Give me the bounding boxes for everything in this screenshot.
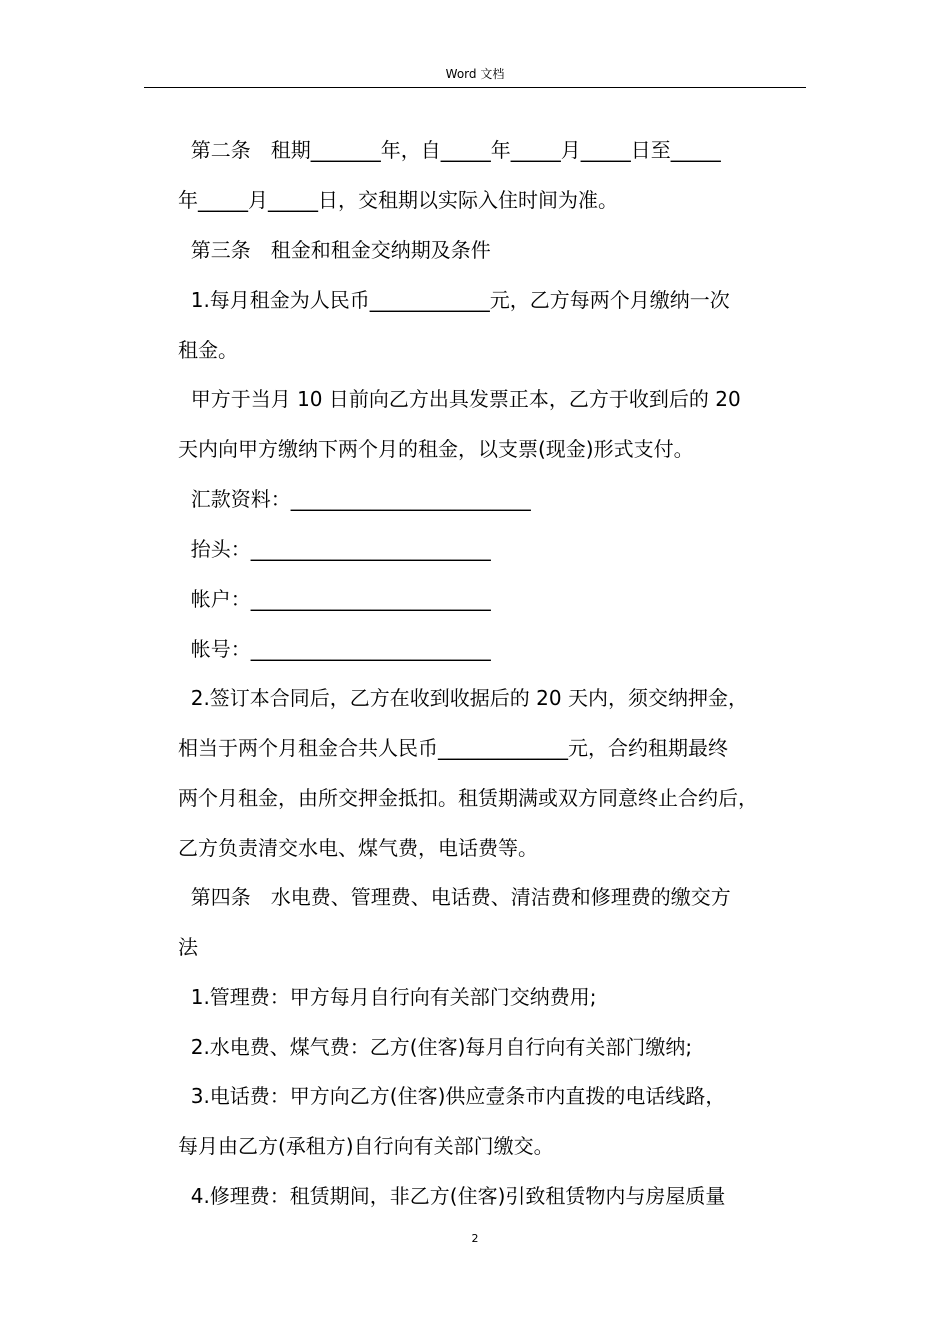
paragraph-line-19: 2.水电费、煤气费：乙方(住客)每月自行向有关部门缴纳; xyxy=(178,1035,693,1059)
paragraph-line-21: 每月由乙方(承租方)自行向有关部门缴交。 xyxy=(178,1134,554,1158)
paragraph-line-04: 1.每月租金为人民币____________元，乙方每两个月缴纳一次 xyxy=(178,288,730,312)
paragraph-line-20: 3.电话费：甲方向乙方(住客)供应壹条市内直拨的电话线路， xyxy=(178,1084,726,1108)
paragraph-line-01: 第二条 租期_______年，自_____年_____月_____日至_____ xyxy=(178,138,721,162)
paragraph-line-18: 1.管理费：甲方每月自行向有关部门交纳费用; xyxy=(178,985,597,1009)
paragraph-line-12: 2.签订本合同后，乙方在收到收据后的 20 天内，须交纳押金， xyxy=(178,686,748,710)
paragraph-line-11: 帐号：________________________ xyxy=(178,637,491,661)
paragraph-line-03: 第三条 租金和租金交纳期及条件 xyxy=(178,238,491,262)
paragraph-line-17: 法 xyxy=(178,935,198,959)
page-header: Word 文档 xyxy=(445,67,505,81)
paragraph-line-13: 相当于两个月租金合共人民币_____________元，合约租期最终 xyxy=(178,736,728,760)
paragraph-line-02: 年_____月_____日，交租期以实际入住时间为准。 xyxy=(178,188,618,212)
paragraph-line-05: 租金。 xyxy=(178,338,238,362)
paragraph-line-22: 4.修理费：租赁期间，非乙方(住客)引致租赁物内与房屋质量 xyxy=(178,1184,726,1208)
paragraph-line-08: 汇款资料：________________________ xyxy=(178,487,531,511)
page-number: 2 xyxy=(471,1232,479,1245)
paragraph-line-09: 抬头：________________________ xyxy=(178,537,491,561)
paragraph-line-10: 帐户：________________________ xyxy=(178,587,491,611)
paragraph-line-15: 乙方负责清交水电、煤气费，电话费等。 xyxy=(178,836,538,860)
paragraph-line-06: 甲方于当月 10 日前向乙方出具发票正本，乙方于收到后的 20 xyxy=(178,387,741,411)
paragraph-line-16: 第四条 水电费、管理费、电话费、清洁费和修理费的缴交方 xyxy=(178,885,731,909)
paragraph-line-07: 天内向甲方缴纳下两个月的租金，以支票(现金)形式支付。 xyxy=(178,437,694,461)
paragraph-line-14: 两个月租金，由所交押金抵扣。租赁期满或双方同意终止合约后， xyxy=(178,786,758,810)
header-divider xyxy=(144,87,806,88)
